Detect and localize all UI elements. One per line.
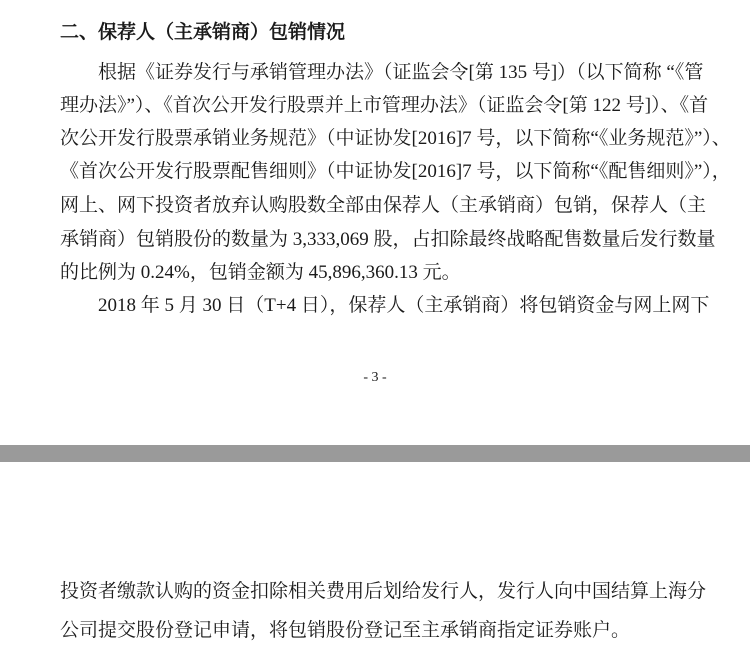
paragraph-line: 的比例为 0.24%，包销金额为 45,896,360.13 元。 [60,262,461,283]
paragraph-line: 《首次公开发行股票配售细则》（中证协发[2016]7 号，以下简称“《配售细则》”）， [60,161,731,182]
section-heading: 二、保荐人（主承销商）包销情况 [60,22,346,43]
paragraph-line: 次公开发行股票承销业务规范》（中证协发[2016]7 号，以下简称“《业务规范》”）、 [60,128,731,149]
page-separator [0,445,750,462]
paragraph-line: 公司提交股份登记申请，将包销股份登记至主承销商指定证券账户。 [60,620,631,641]
page-number: - 3 - [363,370,387,385]
paragraph-line: 投资者缴款认购的资金扣除相关费用后划给发行人，发行人向中国结算上海分 [60,581,707,602]
paragraph-line: 2018 年 5 月 30 日（T+4 日），保荐人（主承销商）将包销资金与网上网下 [98,295,710,316]
paragraph-line: 理办法》”）、《首次公开发行股票并上市管理办法》（证监会令[第 122 号]）、《首 [60,95,709,116]
paragraph-line: 承销商）包销股份的数量为 3,333,069 股，占扣除最终战略配售数量后发行数量 [60,229,716,250]
paragraph-line: 网上、网下投资者放弃认购股数全部由保荐人（主承销商）包销，保荐人（主 [60,195,707,216]
paragraph-line: 根据《证券发行与承销管理办法》（证监会令[第 135 号]）（以下简称 “《管 [98,62,704,83]
